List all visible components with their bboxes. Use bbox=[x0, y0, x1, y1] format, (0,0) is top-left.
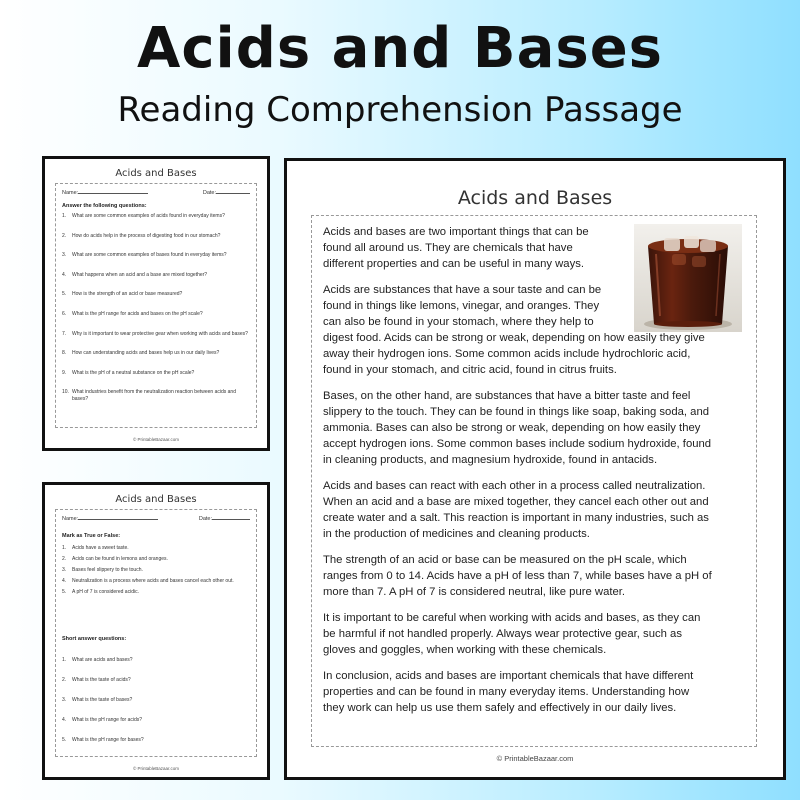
question-number: 3. bbox=[62, 567, 67, 573]
passage-line: they work can help us use them safely and effectively in our daily lives. bbox=[323, 702, 677, 714]
question-number: 6. bbox=[62, 311, 67, 317]
question-item bbox=[62, 331, 248, 338]
passage-line: different properties and can be useful in many ways. bbox=[323, 258, 585, 270]
question-number: 3. bbox=[62, 252, 67, 259]
passage-line: properties and can be found in many everyday items. Understanding how bbox=[323, 686, 690, 698]
worksheet-preview-true-false bbox=[42, 482, 270, 780]
question-text: What is the pH range for bases? bbox=[72, 737, 144, 743]
passage-paragraph bbox=[323, 552, 712, 600]
question-item bbox=[62, 737, 248, 744]
worksheet-title: Acids and Bases bbox=[115, 168, 197, 179]
passage-line: digest food. Acids can be strong or weak, depending on how easily they give bbox=[323, 332, 705, 344]
question-text: What is the taste of acids? bbox=[72, 677, 131, 683]
name-date-row bbox=[62, 516, 250, 522]
passage-line: create water and a salt. This reaction is important in many industries, such as bbox=[323, 512, 709, 524]
question-number: 5. bbox=[62, 291, 67, 298]
section-heading-true-false: Mark as True or False: bbox=[62, 533, 121, 539]
question-item bbox=[62, 213, 248, 220]
question-text: What are acids and bases? bbox=[72, 657, 133, 663]
question-text: Bases feel slippery to the touch. bbox=[72, 567, 143, 573]
passage-line: It is important to be careful when working with acids and bases, as they can bbox=[323, 612, 701, 624]
passage-paragraph bbox=[323, 388, 711, 468]
question-text: How do acids help in the process of digesting food in our stomach? bbox=[72, 232, 221, 239]
question-text: What happens when an acid and a base are mixed together? bbox=[72, 271, 208, 278]
date-label: Date: bbox=[198, 516, 212, 522]
passage-line: In conclusion, acids and bases are important chemicals that have different bbox=[323, 670, 694, 682]
passage-sheet bbox=[284, 158, 786, 780]
question-item bbox=[62, 291, 248, 298]
footer-credit: © PrintableBazaar.com bbox=[132, 437, 180, 442]
question-text: A pH of 7 is considered acidic. bbox=[72, 589, 139, 595]
question-item bbox=[62, 697, 248, 704]
question-number: 5. bbox=[62, 589, 67, 595]
question-text: What is the taste of bases? bbox=[72, 697, 133, 703]
section-heading-short-answer: Short answer questions: bbox=[62, 636, 127, 642]
question-text: What are some common examples of acids found in everyday items? bbox=[72, 213, 225, 219]
passage-line: be harmful if not handled properly. Always wear protective gear, such as bbox=[323, 628, 682, 640]
question-item bbox=[62, 677, 248, 684]
question-text: How can understanding acids and bases help us in our daily lives? bbox=[72, 350, 220, 357]
question-text: What is the pH range for acids and bases on the pH scale? bbox=[72, 311, 203, 317]
question-text: What is the pH range for acids? bbox=[72, 717, 143, 723]
question-item bbox=[62, 578, 248, 585]
page-subtitle: Reading Comprehension Passage bbox=[117, 90, 683, 130]
question-text: What industries benefit from the neutralization reaction between acids and bases? bbox=[72, 389, 236, 402]
page-title: Acids and Bases bbox=[137, 16, 663, 81]
passage-line: When an acid and a base are mixed together, they cancel each other out and bbox=[323, 496, 709, 508]
question-item bbox=[62, 717, 248, 724]
passage-line: found all around us. They are chemicals that have bbox=[323, 242, 573, 254]
header bbox=[0, 14, 800, 130]
question-number: 1. bbox=[62, 545, 67, 551]
question-number: 10. bbox=[62, 389, 69, 396]
question-text: Acids have a sweet taste. bbox=[72, 545, 129, 551]
question-number: 5. bbox=[62, 737, 67, 743]
question-item bbox=[62, 556, 248, 563]
passage-line: found in your stomach, and citric acid, found in citrus fruits. bbox=[323, 364, 617, 376]
question-number: 4. bbox=[62, 271, 67, 278]
passage-line: slippery to the touch. They can be found in things like soap, baking soda, and bbox=[323, 406, 710, 418]
passage-line: in cleaning products, and magnesium hydroxide, found in antacids. bbox=[323, 454, 658, 466]
question-item bbox=[62, 233, 248, 240]
question-item bbox=[62, 657, 248, 664]
worksheet-preview-questions bbox=[42, 156, 270, 451]
footer-credit: © PrintableBazaar.com bbox=[496, 754, 574, 763]
question-text: What are some common examples of bases found in everyday items? bbox=[72, 252, 227, 259]
name-label: Name: bbox=[62, 516, 79, 522]
passage-line: Bases, on the other hand, are substances that have a bitter taste and feel bbox=[323, 390, 691, 402]
passage-line: Acids are substances that have a sour taste and can be bbox=[323, 284, 602, 296]
passage-border bbox=[311, 215, 757, 747]
passage-paragraph bbox=[323, 478, 709, 542]
question-number: 4. bbox=[62, 717, 67, 723]
question-number: 1. bbox=[62, 213, 67, 219]
question-item bbox=[62, 567, 248, 574]
question-number: 2. bbox=[62, 677, 67, 683]
section-heading: Answer the following questions: bbox=[62, 203, 147, 209]
passage-line: Acids and bases are two important things that can be bbox=[323, 226, 589, 238]
passage-paragraph bbox=[323, 224, 589, 272]
question-number: 2. bbox=[62, 556, 67, 562]
passage-line: can also be found in your stomach, where they help to bbox=[323, 316, 594, 328]
date-label: Date: bbox=[202, 190, 216, 196]
question-text: Why is it important to wear protective gear when working with acids and bases? bbox=[72, 330, 248, 337]
question-text: How is the strength of an acid or base measured? bbox=[72, 291, 183, 298]
question-item bbox=[62, 272, 248, 279]
question-number: 7. bbox=[62, 330, 67, 337]
question-item bbox=[62, 370, 248, 377]
passage-line: The strength of an acid or base can be measured on the pH scale, which bbox=[323, 554, 687, 566]
passage-line: ammonia. Bases can also be strong or weak, depending on how easily they bbox=[323, 422, 701, 434]
name-label: Name: bbox=[62, 190, 79, 196]
passage-line: more than 7. A pH of 7 is considered neutral, like pure water. bbox=[323, 586, 626, 598]
question-item bbox=[62, 311, 248, 318]
question-number: 3. bbox=[62, 697, 67, 703]
worksheet-title: Acids and Bases bbox=[115, 494, 197, 505]
question-number: 8. bbox=[62, 350, 67, 357]
question-item bbox=[62, 350, 248, 357]
passage-line: in the production of medicines and cleaning products. bbox=[323, 528, 590, 540]
question-item bbox=[62, 389, 248, 402]
worksheet-border bbox=[55, 509, 257, 757]
passage-line: gloves and goggles, when working with these chemicals. bbox=[323, 644, 607, 656]
passage-paragraph bbox=[323, 668, 693, 716]
question-number: 2. bbox=[62, 232, 67, 239]
worksheet-border bbox=[55, 183, 257, 428]
passage-line: away their hydrogen ions. Some common acids include hydrochloric acid, bbox=[323, 348, 691, 360]
question-item bbox=[62, 589, 248, 596]
question-item bbox=[62, 545, 248, 552]
passage-paragraph bbox=[323, 282, 705, 378]
footer-credit: © PrintableBazaar.com bbox=[132, 766, 180, 771]
passage-line: ranges from 0 to 14. Acids have a pH of less than 7, while bases have a pH of bbox=[323, 570, 712, 582]
passage-line: found in things like lemons, vinegar, and oranges. They bbox=[323, 300, 600, 312]
name-date-row bbox=[62, 190, 250, 196]
passage-line: accept hydrogen ions. Some common bases include sodium hydroxide, found bbox=[323, 438, 712, 450]
passage-line: Acids and bases can react with each other in a process called neutralization. bbox=[323, 480, 706, 492]
question-number: 1. bbox=[62, 657, 67, 663]
question-number: 9. bbox=[62, 369, 67, 376]
question-number: 4. bbox=[62, 578, 67, 584]
passage-title: Acids and Bases bbox=[457, 187, 613, 209]
question-text: Neutralization is a process where acids and bases cancel each other out. bbox=[72, 578, 234, 584]
passage-paragraph bbox=[323, 610, 700, 658]
question-text: Acids can be found in lemons and oranges. bbox=[72, 556, 168, 562]
question-item bbox=[62, 252, 248, 259]
question-text: What is the pH of a neutral substance on the pH scale? bbox=[72, 369, 195, 376]
